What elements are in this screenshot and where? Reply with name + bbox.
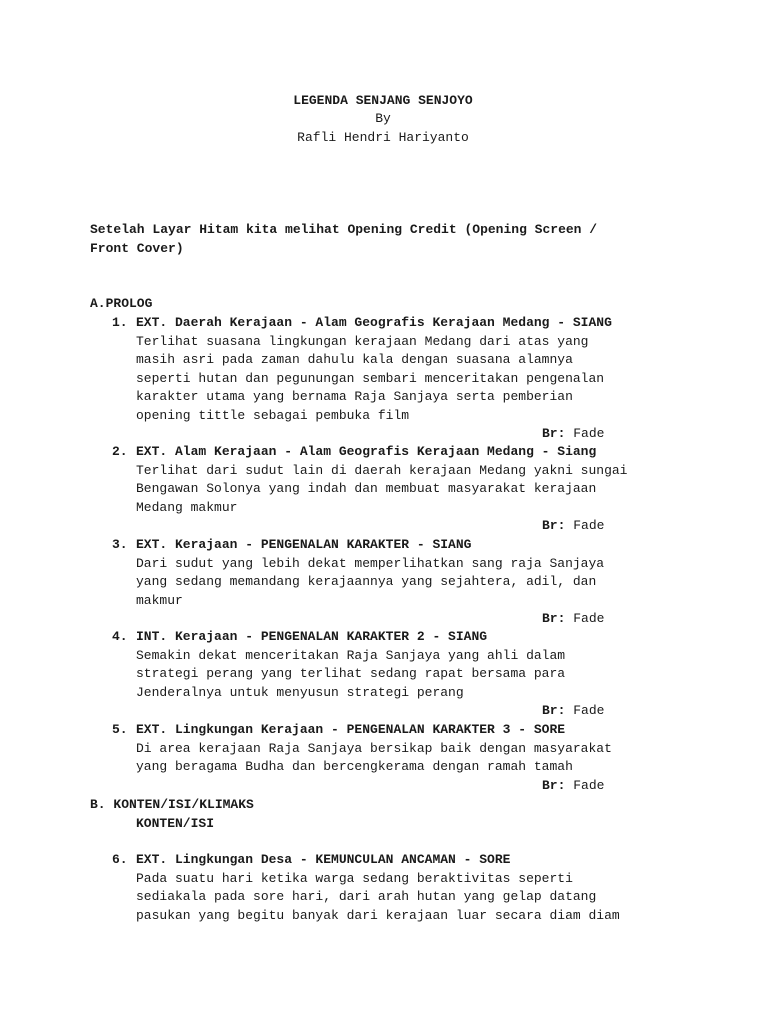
br-value: Fade (573, 611, 605, 626)
scene-heading (112, 851, 692, 870)
scene-6 (112, 851, 692, 925)
scene-number: 4. (112, 629, 128, 644)
section-a-label: A.PROLOG (90, 296, 153, 311)
scene-transition (112, 777, 692, 796)
scene-number: 6. (112, 852, 128, 867)
br-value: Fade (573, 703, 605, 718)
scene-number: 1. (112, 315, 128, 330)
intro-paragraph: Setelah Layar Hitam kita melihat Opening Credit (Opening Screen / Front Cover) (90, 222, 598, 256)
section-b-sublabel: KONTEN/ISI (136, 816, 215, 831)
scene-heading (112, 314, 692, 333)
scene-number: 3. (112, 537, 128, 552)
scene-transition (112, 517, 692, 536)
author-name: Rafli Hendri Hariyanto (297, 130, 469, 145)
scene-title: EXT. Lingkungan Desa - KEMUNCULAN ANCAMAN - SORE (136, 852, 511, 867)
scene-title: EXT. Kerajaan - PENGENALAN KARAKTER - SIANG (136, 537, 472, 552)
scene-2 (112, 443, 692, 536)
scene-number: 2. (112, 444, 128, 459)
scene-description: Terlihat dari sudut lain di daerah kerajaan Medang yakni sungai Bengawan Solonya yang indah dan membuat masyarakat kerajaan Medang makmur (136, 462, 628, 515)
scene-heading (112, 536, 692, 555)
scene-heading (112, 443, 692, 462)
scene-5 (112, 721, 692, 795)
scene-description: Semakin dekat menceritakan Raja Sanjaya yang ahli dalam strategi perang yang terlihat sedang rapat bersama para Jenderalnya untuk menyusun strategi perang (136, 647, 566, 700)
scene-title: EXT. Alam Kerajaan - Alam Geografis Kerajaan Medang - Siang (136, 444, 597, 459)
br-label: Br: (542, 518, 566, 533)
scene-number: 5. (112, 722, 128, 737)
scene-title: EXT. Lingkungan Kerajaan - PENGENALAN KARAKTER 3 - SORE (136, 722, 566, 737)
scene-description: Terlihat suasana lingkungan kerajaan Medang dari atas yang masih asri pada zaman dahulu kala dengan suasana alamnya seperti hutan dan pegunungan sembari menceritakan pengenalan karakter utama yang bernama Raja Sanjaya serta pemberian opening tittle sebagai pembuka film (136, 333, 605, 423)
br-label: Br: (542, 426, 566, 441)
scene-heading (112, 628, 692, 647)
br-value: Fade (573, 518, 605, 533)
scene-title: EXT. Daerah Kerajaan - Alam Geografis Kerajaan Medang - SIANG (136, 315, 612, 330)
scene-description: Dari sudut yang lebih dekat memperlihatkan sang raja Sanjaya yang sedang memandang kerajaannya yang sejahtera, adil, dan makmur (136, 555, 605, 608)
section-b-label: B. KONTEN/ISI/KLIMAKS (90, 797, 254, 812)
br-label: Br: (542, 703, 566, 718)
scene-title: INT. Kerajaan - PENGENALAN KARAKTER 2 - SIANG (136, 629, 488, 644)
scene-1 (112, 314, 692, 444)
scene-4 (112, 628, 692, 721)
document-title: LEGENDA SENJANG SENJOYO (293, 93, 473, 108)
br-value: Fade (573, 426, 605, 441)
scene-3 (112, 536, 692, 629)
scene-transition (112, 702, 692, 721)
scene-heading (112, 721, 692, 740)
br-value: Fade (573, 777, 605, 793)
scene-description: Pada suatu hari ketika warga sedang beraktivitas seperti sediakala pada sore hari, dari arah hutan yang gelap datang pasukan yang begitu banyak dari kerajaan luar secara diam diam (136, 870, 620, 923)
br-label: Br: (542, 777, 566, 793)
scene-transition (112, 425, 692, 444)
by-line: By (375, 111, 391, 126)
scene-description: Di area kerajaan Raja Sanjaya bersikap baik dengan masyarakat yang beragama Budha dan bercengkerama dengan ramah tamah (136, 740, 612, 774)
scene-transition (112, 610, 692, 629)
br-label: Br: (542, 611, 566, 626)
